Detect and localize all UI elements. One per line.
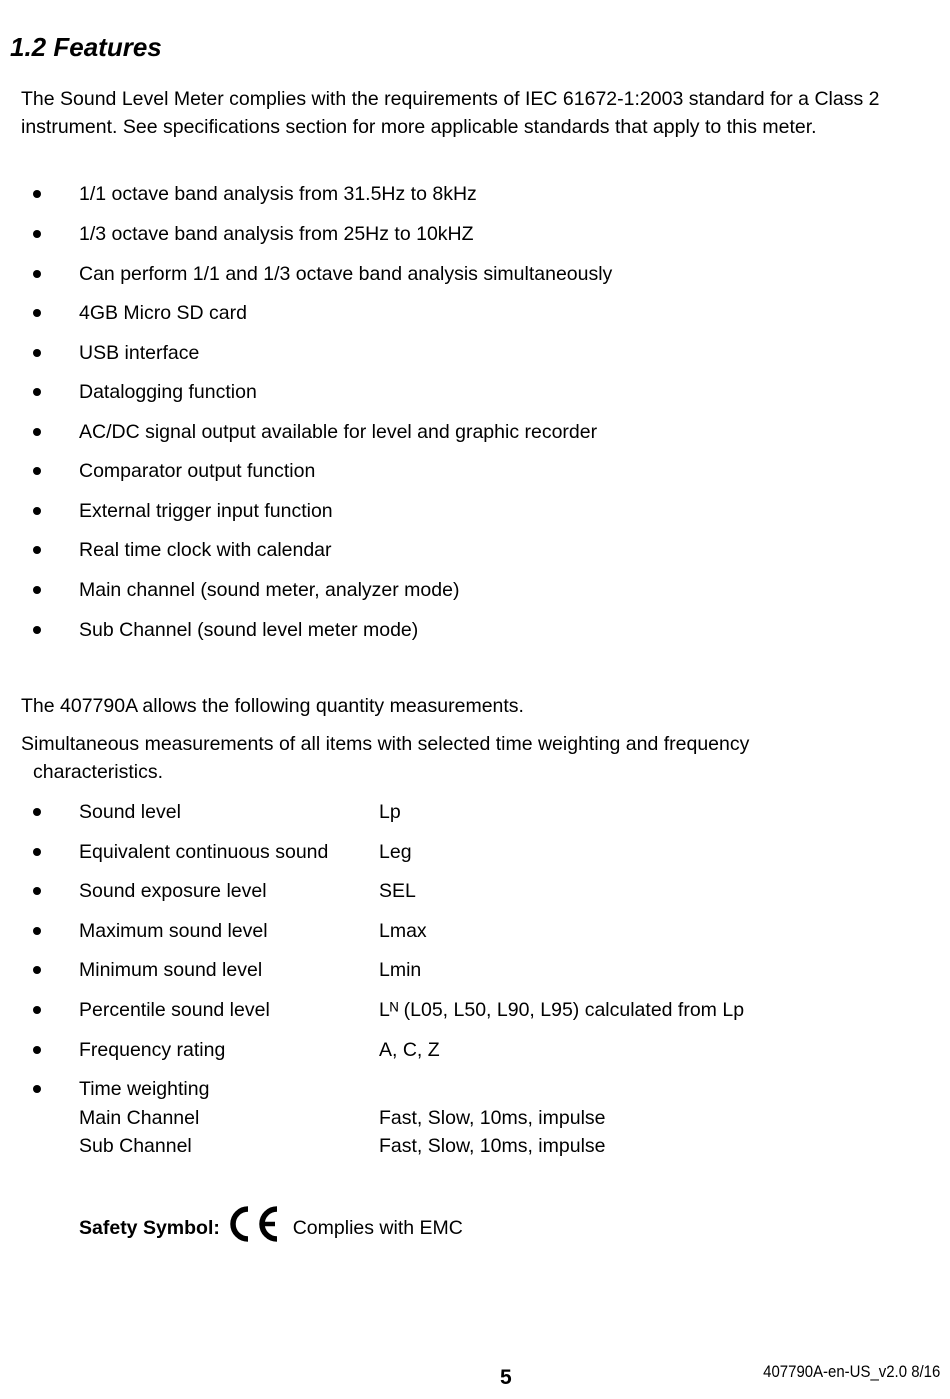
bullet-icon: [33, 1006, 41, 1014]
measurement-symbol: Lᴺ (L05, L50, L90, L95) calculated from Lp: [379, 999, 745, 1021]
safety-line: [79, 1204, 463, 1244]
bullet-icon: [33, 626, 41, 634]
bullet-icon: [33, 349, 41, 357]
bullet-icon: [33, 586, 41, 594]
feature-text: Main channel (sound meter, analyzer mode): [79, 579, 460, 601]
feature-text: 1/3 octave band analysis from 25Hz to 10kHZ: [79, 223, 474, 245]
measurement-symbol: Lmin: [379, 959, 422, 981]
measurement-symbol: Lmax: [379, 920, 427, 942]
measurement-name: Sound exposure level: [79, 880, 267, 902]
measurement-name: Sound level: [79, 801, 181, 823]
bullet-icon: [33, 887, 41, 895]
feature-text: Datalogging function: [79, 381, 257, 403]
time-weighting-main-label: Main Channel: [79, 1107, 200, 1129]
measurement-name: Minimum sound level: [79, 959, 263, 981]
document-code: 407790A-en-US_v2.0 8/16: [762, 1362, 940, 1381]
safety-text: Complies with EMC: [292, 1217, 463, 1239]
time-weighting-sub-value: Fast, Slow, 10ms, impulse: [379, 1135, 606, 1157]
bullet-icon: [33, 546, 41, 554]
feature-text: Real time clock with calendar: [79, 539, 332, 561]
simultaneous-note: Simultaneous measurements of all items with selected time weighting and frequency characteristics.: [21, 733, 750, 783]
bullet-icon: [33, 808, 41, 816]
feature-text: 1/1 octave band analysis from 31.5Hz to 8kHz: [79, 183, 477, 205]
feature-text: External trigger input function: [79, 500, 333, 522]
bullet-icon: [33, 507, 41, 515]
feature-text: Comparator output function: [79, 460, 316, 482]
feature-text: Can perform 1/1 and 1/3 octave band analysis simultaneously: [79, 263, 613, 285]
ce-mark-icon: [227, 1204, 283, 1258]
bullet-icon: [33, 190, 41, 198]
measurement-name: Percentile sound level: [79, 999, 270, 1021]
bullet-icon: [33, 1046, 41, 1054]
bullet-icon: [33, 230, 41, 238]
measurement-name: Equivalent continuous sound: [79, 841, 329, 863]
time-weighting-sub-label: Sub Channel: [79, 1135, 192, 1157]
feature-text: USB interface: [79, 342, 200, 364]
measurement-name: Frequency rating: [79, 1039, 226, 1061]
section-heading: 1.2 Features: [10, 32, 162, 62]
bullet-icon: [33, 467, 41, 475]
bullet-icon: [33, 848, 41, 856]
measurement-name: Time weighting: [79, 1078, 210, 1100]
bullet-icon: [33, 927, 41, 935]
feature-text: Sub Channel (sound level meter mode): [79, 619, 419, 641]
measurement-symbol: A, C, Z: [379, 1039, 440, 1061]
safety-label: Safety Symbol:: [79, 1217, 220, 1239]
bullet-icon: [33, 388, 41, 396]
bullet-icon: [33, 270, 41, 278]
bullet-icon: [33, 966, 41, 974]
measurement-symbol: Leg: [379, 841, 412, 863]
bullet-icon: [33, 1085, 41, 1093]
intro-paragraph: The Sound Level Meter complies with the requirements of IEC 61672-1:2003 standard for a Class 2 instrument. See specifications section for more applicable standards that apply to this meter.: [21, 88, 880, 138]
bullet-icon: [33, 428, 41, 436]
feature-text: 4GB Micro SD card: [79, 302, 247, 324]
measurement-name: Maximum sound level: [79, 920, 268, 942]
feature-text: AC/DC signal output available for level and graphic recorder: [79, 421, 598, 443]
bullet-icon: [33, 309, 41, 317]
quantity-intro: The 407790A allows the following quantity measurements.: [21, 695, 524, 717]
measurement-symbol: Lp: [379, 801, 401, 823]
measurement-symbol: SEL: [379, 880, 416, 902]
time-weighting-main-value: Fast, Slow, 10ms, impulse: [379, 1107, 606, 1129]
page-number: 5: [500, 1366, 512, 1389]
